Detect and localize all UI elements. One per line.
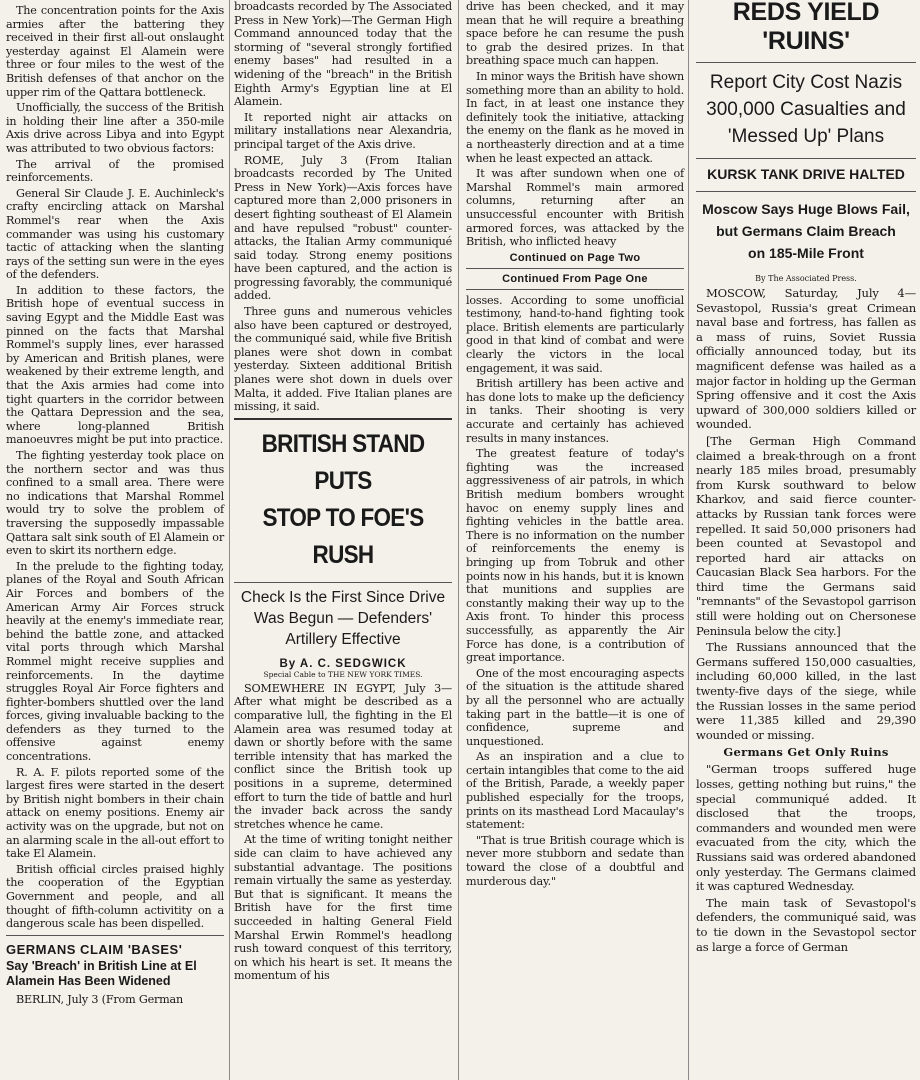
article-paragraph: British official circles praised highly the cooperation of the Egyptian Government and people, and all thought of fifth-column activitity on a dangerous scale has been dispelled. — [6, 862, 224, 931]
column-3 — [460, 0, 688, 1080]
deck-line: but Germans Claim Breach — [716, 223, 896, 239]
section-subhead: KURSK TANK DRIVE HALTED — [707, 166, 905, 182]
deck-line: Artillery Effective — [285, 630, 401, 648]
article-paragraph: As an inspiration and a clue to certain intangibles that come to the aid of the British, Parade, a weekly paper published especially for the troops, prints on its masthead Lord Macaulay's statement: — [466, 750, 684, 832]
section-deck: Say 'Breach' in British Line at El Alamein Has Been Widened — [6, 958, 197, 988]
column-rule — [688, 0, 689, 1080]
deck-line: Report City Cost Nazis — [709, 72, 903, 93]
headline-deck — [234, 587, 452, 650]
section-deck — [696, 198, 916, 264]
article-paragraph: broadcasts recorded by The Associated Press in New York)—The German High Command announced today that the storming of "several strongly fortified enemy bases" had resulted in a widening of the "breach" in the British Eighth Army's Egyptian line at El Alamein. — [234, 0, 452, 109]
article-paragraph: At the time of writing tonight neither side can claim to have achieved any substantial advantage. The positions remain virtually the same as yesterday. But that is significant. It means the British have for the first time succeeded in halting General Field Marshal Erwin Rommel's headlong rush toward conquest of this territory, on which his heart is set. It means the momentum of his — [234, 833, 452, 983]
article-paragraph: The arrival of the promised reinforcements. — [6, 157, 224, 185]
deck-line: 300,000 Casualties and — [706, 99, 906, 120]
article-paragraph: It reported night air attacks on military installations near Alexandria, principal target of the Axis drive. — [234, 110, 452, 151]
article-paragraph: One of the most encouraging aspects of the situation is the attitude shared by all the personnel who are actually taking part in the battle—it is one of confidence, supreme and unquestioned. — [466, 666, 684, 748]
article-paragraph: MOSCOW, Saturday, July 4—Sevastopol, Russia's great Crimean naval base and fortress, has fallen as a mass of ruins, Soviet Russia officially announced today, but its magnificent defense was hailed as a major factor in holding up the German Spring offensive and it cost the Axis upward of 300,000 soldiers killed or wounded. — [696, 286, 916, 432]
divider — [696, 62, 916, 63]
section-subhead: Germans Get Only Ruins — [723, 745, 889, 760]
article-paragraph: drive has been checked, and it may mean that he will require a breathing space before he can resume the push to grab the desired prizes. In that breathing space much can happen. — [466, 0, 684, 68]
main-headline — [236, 426, 450, 574]
deck-line: Was Begun — Defenders' — [253, 609, 433, 627]
article-paragraph: It was after sundown when one of Marshal Rommel's main armored columns, returning after an unsuccessful encounter with British armored forces, was attacked by the British, who inflicted heavy — [466, 167, 684, 249]
article-paragraph: The fighting yesterday took place on the northern sector and was thus confined to a small area. There were no indications that Marshal Rommel would try to solve the problem of traversing the supposedly impassable Qattara salt sink south of El Alamein or even to skirt its northern edge. — [6, 449, 224, 558]
article-paragraph: BERLIN, July 3 (From German — [16, 992, 184, 1006]
article-paragraph: The main task of Sevastopol's defenders, the communiqué said, was to tie down in the Sevastopol sector as large a force of German — [696, 895, 916, 954]
section-subhead: GERMANS CLAIM 'BASES' — [6, 941, 183, 957]
divider — [696, 158, 916, 159]
divider — [234, 582, 452, 583]
column-1 — [0, 0, 228, 1080]
jump-line: Continued From Page One — [502, 272, 648, 285]
divider — [466, 268, 684, 269]
deck-line: Moscow Says Huge Blows Fail, — [702, 201, 910, 217]
byline: By A. C. SEDGWICK — [279, 657, 407, 670]
article-paragraph: The greatest feature of today's fighting was the increased aggressiveness of air patrols, in which British medium bombers wrought havoc on enemy supply lines and fighting vehicles in the battle area. There is no information on the number of reinforcements the enemy is bringing up from Tobruk and other points now in his hands, but it is known that munitions and supplies are constantly making their way up to the Axis front. To hinder this process successfully, as apparently the Air Force has done, is a contribution of great importance. — [466, 447, 684, 665]
article-paragraph: SOMEWHERE IN EGYPT, July 3—After what might be described as a comparative lull, the fighting in the El Alamein area was resumed today at dawn or shortly before with the same terrible intensity that has marked the conflict since the British took up positions in a supreme, determined effort to turn the tide of battle and hurl the invader back across the sandy stretches whence he came. — [234, 681, 452, 831]
article-paragraph: The concentration points for the Axis armies after the battering they received in their first all-out onslaught yesterday against El Alamein were three or four miles to the west of the British defenses of that anchor on the upper rim of the Qattara bottleneck. — [6, 4, 224, 99]
deck-line: Check Is the First Since Drive — [240, 588, 446, 606]
article-paragraph: R. A. F. pilots reported some of the largest fires were started in the desert by British night bombers in their chain attack on enemy positions. Enemy air activity was on the upgrade, but not on an alarming scale in the all-out effort to take El Alamein. — [6, 765, 224, 861]
article-paragraph: Three guns and numerous vehicles also have been captured or destroyed, the communiqué said, while five British planes were shot down in combat yesterday. Sixteen additional British planes were shot down in duels over Malta, it added. Five Italian planes are missing, it said. — [234, 305, 452, 414]
divider — [234, 418, 452, 420]
headline-line: STOP TO FOE'S RUSH — [262, 503, 424, 569]
article-paragraph: ROME, July 3 (From Italian broadcasts recorded by The United Press in New York)—Axis forces have captured more than 2,000 prisoners in desert fighting southeast of El Alamein and have repulsed "robust" counter-attacks, the Italian Army communiqué said today. Strong enemy positions have been captured, and the action is progressing favorably, the communiqué added. — [234, 153, 452, 303]
article-paragraph: "German troops suffered huge losses, getting nothing but ruins," the special communiqué added. It disclosed that the troops, commanders and wounded men were evacuated from the city, which the Russians said was ordered abandoned only yesterday. The Germans claimed it was captured Wednesday. — [696, 762, 916, 894]
deck-line: on 185-Mile Front — [748, 245, 864, 261]
article-paragraph: Unofficially, the success of the British in holding their line after a 350-mile Axis drive across Libya and into Egypt was attributed to two obvious factors: — [6, 101, 224, 155]
article-paragraph: British artillery has been active and has done lots to make up the deficiency in tanks. Their shooting is very accurate and certainly has achieved results in many instances. — [466, 377, 684, 445]
headline-line: BRITISH STAND PUTS — [261, 429, 425, 495]
article-paragraph: General Sir Claude J. E. Auchinleck's crafty encircling attack on Marshal Rommel's rear when the Axis commander was using his customary tactic of attacking when the slanting rays of the setting sun were in the eyes of the defenders. — [6, 186, 224, 282]
deck-line: 'Messed Up' Plans — [727, 126, 885, 147]
article-paragraph: In minor ways the British have shown something more than an ability to hold. In fact, in at least one instance they definitely took the initiative, attacking the enemy on the flank as he moved in a northeasterly direction and at a time when he least expected an attack. — [466, 69, 684, 165]
jump-line: Continued on Page Two — [509, 251, 641, 264]
credit-line: By The Associated Press. — [755, 274, 857, 283]
column-2 — [230, 0, 456, 1080]
divider — [696, 191, 916, 192]
article-paragraph: losses. According to some unofficial testimony, hand-to-hand fighting took place. British elements are particularly good in that kind of combat and were clearly the victors in the local engagement, it was said. — [466, 293, 684, 375]
divider — [6, 935, 224, 936]
article-paragraph: [The German High Command claimed a break-through on a front nearly 185 miles broad, presumably from Kursk southward to below Kharkov, and said fierce counter-attacks by Russian tank forces were repelled. It said 50,000 prisoners had been counted at Sevastopol and reported hard air attacks on Caucasian Black Sea harbors. For the third time the Germans said "remnants" of the Sevastopol garrison still were holding out on Chersonese Peninsula below the city.] — [696, 433, 916, 638]
divider — [466, 289, 684, 290]
article-paragraph: The Russians announced that the Germans suffered 150,000 casualties, including 60,000 killed, in the last twenty-five days of the siege, while the Russian losses in the same period were 11,385 killed and 29,390 wounded or missing. — [696, 640, 916, 742]
article-paragraph: In the prelude to the fighting today, planes of the Royal and South African Air Forces and bombers of the American Army Air Forces struck heavily at the enemy's immediate rear, behind the battle zone, and attacked vital ports through which Marshal Rommel might receive supplies and reinforcements. In the daytime struggles Royal Air Force fighters and fighter-bombers shuttled over the land forces, giving invaluable backing to the defenders as they turned to the offensive against enemy concentrations. — [6, 559, 224, 764]
article-paragraph: "That is true British courage which is never more stubborn and sedate than toward the close of a doubtful and murderous day." — [466, 833, 684, 888]
article-paragraph: In addition to these factors, the British hope of eventual success in saving Egypt and the Middle East was pinned on the facts that Marshal Rommel's supply lines, ever harassed by American and British planes, were weakened by their extreme length, and that the Axis armies had come into tight quarters in the corridor between the Qattara Depression and the sea, where long-planned British manoeuvres might be put into practice. — [6, 283, 224, 447]
column-rule — [458, 0, 459, 1080]
top-headline: REDS YIELD 'RUINS' — [732, 0, 880, 55]
headline-deck — [696, 69, 916, 150]
credit-line: Special Cable to THE NEW YORK TIMES. — [263, 669, 423, 679]
column-4 — [690, 0, 920, 1080]
